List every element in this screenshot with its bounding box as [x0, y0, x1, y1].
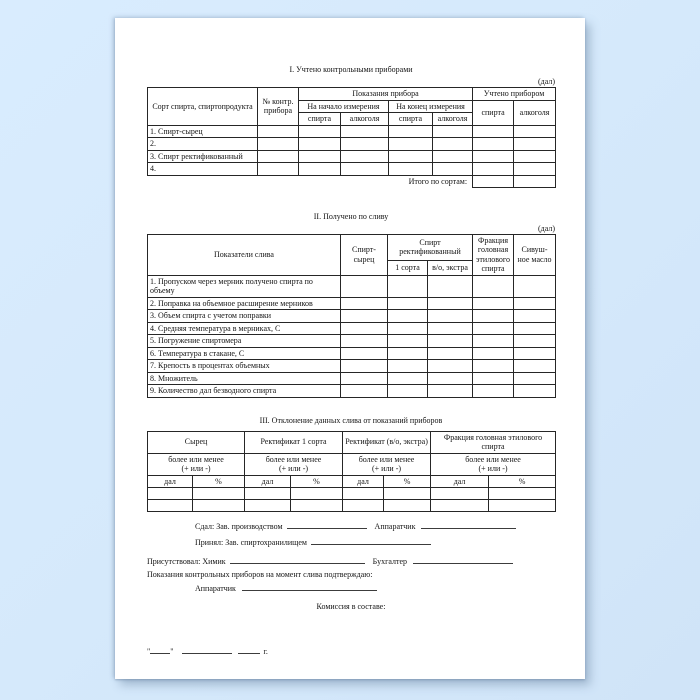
empty-cell [514, 322, 556, 335]
open-quote: " [147, 647, 151, 656]
empty-cell [514, 150, 556, 163]
year-suffix: г. [263, 647, 268, 656]
empty-cell [299, 150, 341, 163]
empty-cell [514, 175, 556, 187]
more-or-less-text: более или менее [265, 454, 322, 464]
row-label: 4. Средняя температура в мерниках, С [148, 322, 341, 335]
plus-minus-text: (+ или -) [478, 464, 508, 473]
empty-cell [428, 385, 473, 398]
column-header-alcohol: алкоголя [433, 113, 473, 126]
date-line [147, 645, 555, 657]
column-header-more-or-less [431, 453, 556, 475]
empty-cell [431, 488, 489, 500]
empty-cell [384, 488, 431, 500]
column-header-rectified: Спирт ректификованный [388, 234, 473, 260]
column-header-device-no: № контр. прибора [258, 88, 299, 126]
signature-blank-line [242, 582, 377, 591]
signature-line-handed-over [195, 520, 555, 532]
empty-cell [473, 322, 514, 335]
empty-cell [388, 322, 428, 335]
empty-cell [433, 125, 473, 138]
signature-blank-line [230, 555, 365, 564]
empty-cell [514, 385, 556, 398]
empty-cell [258, 150, 299, 163]
table-row [148, 322, 556, 335]
total-row [148, 175, 556, 187]
column-header-percent: % [489, 475, 556, 488]
row-label: 1. Пропуском через мерник получено спирта по объему [148, 275, 341, 297]
column-header-spirit: спирта [473, 100, 514, 125]
empty-cell [258, 138, 299, 151]
column-header-more-or-less [148, 453, 245, 475]
close-quote: " [170, 647, 174, 656]
table-deviation [147, 431, 556, 513]
empty-cell [341, 335, 388, 348]
column-header-sort: Сорт спирта, спиртопродукта [148, 88, 258, 126]
table-row [148, 125, 556, 138]
empty-cell [341, 322, 388, 335]
empty-cell [473, 138, 514, 151]
plus-minus-text: (+ или -) [181, 464, 211, 473]
section1-title: I. Учтено контрольными приборами [289, 65, 413, 74]
column-header-more-or-less [245, 453, 343, 475]
column-header-head-fraction: Фракция головная этилового спирта [431, 431, 556, 453]
empty-cell [389, 150, 433, 163]
plus-minus-text: (+ или -) [278, 464, 309, 473]
signature-line-received [195, 536, 555, 548]
empty-cell [193, 500, 245, 512]
date-year-blank [238, 645, 260, 654]
column-header-head-fraction: Фракция головная этилового спирта [473, 234, 514, 275]
table-row [148, 310, 556, 323]
empty-cell [473, 372, 514, 385]
column-header-percent: % [384, 475, 431, 488]
empty-cell [291, 500, 343, 512]
table-row [148, 150, 556, 163]
empty-cell [341, 163, 389, 176]
table-row [148, 297, 556, 310]
date-month-blank [182, 645, 232, 654]
empty-cell [514, 297, 556, 310]
column-header-spirit: спирта [299, 113, 341, 126]
empty-cell [514, 310, 556, 323]
empty-cell [299, 125, 341, 138]
empty-cell [148, 488, 193, 500]
column-header-rectified-grade1: Ректификат 1 сорта [245, 431, 343, 453]
row-label: 5. Погружение спиртомера [148, 335, 341, 348]
column-header-end: На конец измерения [389, 100, 473, 113]
empty-cell [388, 335, 428, 348]
column-header-dal: дал [245, 475, 291, 488]
signature-blank-line [287, 520, 367, 529]
column-header-accounted: Учтено прибором [473, 88, 556, 101]
empty-cell [489, 488, 556, 500]
handed-over-label: Сдал: Зав. производством [195, 522, 283, 531]
confirmation-statement [147, 570, 555, 580]
header-row [148, 234, 556, 260]
empty-cell [433, 138, 473, 151]
more-or-less-text: более или менее [465, 454, 521, 464]
empty-cell [245, 500, 291, 512]
empty-cell [384, 500, 431, 512]
empty-cell [341, 297, 388, 310]
empty-cell [193, 488, 245, 500]
column-header-alcohol: алкоголя [341, 113, 389, 126]
column-header-begin: На начало измерения [299, 100, 389, 113]
table-row [148, 488, 556, 500]
table-row [148, 500, 556, 512]
empty-cell [341, 275, 388, 297]
column-header-percent: % [291, 475, 343, 488]
empty-cell [148, 500, 193, 512]
commission-text: Комиссия в составе: [316, 602, 386, 611]
confirmation-text: Показания контрольных приборов на момент слива подтверждаю: [147, 570, 373, 579]
header-row [148, 453, 556, 475]
signature-line-present [147, 555, 555, 567]
commission-heading [147, 602, 555, 612]
column-header-spirit: спирта [389, 113, 433, 126]
column-header-percent: % [193, 475, 245, 488]
column-header-rectified-premium: Ректификат (в/о, экстра) [343, 431, 431, 453]
table-row [148, 138, 556, 151]
table-row [148, 335, 556, 348]
empty-cell [428, 372, 473, 385]
column-header-dal: дал [343, 475, 384, 488]
empty-cell [428, 347, 473, 360]
section3-title: III. Отклонение данных слива от показаний приборов [259, 415, 443, 425]
empty-cell [431, 500, 489, 512]
empty-cell [343, 488, 384, 500]
empty-cell [428, 360, 473, 373]
column-header-indicators: Показатели слива [148, 234, 341, 275]
column-header-dal: дал [148, 475, 193, 488]
present-label: Присутствовал: Химик [147, 557, 226, 566]
empty-cell [389, 138, 433, 151]
table-row [148, 347, 556, 360]
empty-cell [299, 163, 341, 176]
empty-cell [389, 125, 433, 138]
empty-cell [341, 372, 388, 385]
empty-cell [473, 385, 514, 398]
more-or-less-text: более или менее [168, 454, 224, 464]
total-label: Итого по сортам: [408, 176, 468, 186]
column-header-grade1: 1 сорта [388, 260, 428, 275]
document-page [115, 18, 585, 679]
empty-cell [514, 335, 556, 348]
empty-cell [428, 322, 473, 335]
empty-cell [473, 360, 514, 373]
empty-cell [428, 275, 473, 297]
row-label: 2. Поправка на объемное расширение мерников [148, 297, 341, 310]
signature-blank-line [421, 520, 516, 529]
operator-label: Аппаратчик [374, 522, 416, 531]
table-row [148, 163, 556, 176]
empty-cell [473, 310, 514, 323]
empty-cell [473, 297, 514, 310]
column-header-more-or-less [343, 453, 431, 475]
row-label: 3. Объем спирта с учетом поправки [148, 310, 341, 323]
empty-cell [258, 125, 299, 138]
empty-cell [388, 347, 428, 360]
column-header-raw: Сырец [148, 431, 245, 453]
empty-cell [245, 488, 291, 500]
section2-unit-label: (дал) [537, 223, 555, 233]
empty-cell [473, 275, 514, 297]
empty-cell [428, 335, 473, 348]
table-row [148, 360, 556, 373]
empty-cell [514, 138, 556, 151]
signature-line-operator [195, 582, 555, 594]
empty-cell [341, 125, 389, 138]
signature-blank-line [311, 536, 431, 545]
row-label: 7. Крепость в процентах объемных [148, 360, 341, 373]
header-row [148, 431, 556, 453]
empty-cell [473, 347, 514, 360]
row-label: 2. [148, 138, 258, 151]
empty-cell [291, 488, 343, 500]
empty-cell [514, 372, 556, 385]
table-row [148, 275, 556, 297]
empty-cell [489, 500, 556, 512]
empty-cell [341, 360, 388, 373]
column-header-dal: дал [431, 475, 489, 488]
empty-cell [341, 310, 388, 323]
row-label: 8. Множитель [148, 372, 341, 385]
empty-cell [514, 360, 556, 373]
empty-cell [389, 163, 433, 176]
table-row [148, 372, 556, 385]
empty-cell [473, 125, 514, 138]
empty-cell [514, 125, 556, 138]
empty-cell [388, 297, 428, 310]
empty-cell [258, 163, 299, 176]
empty-cell [341, 138, 389, 151]
empty-cell [514, 275, 556, 297]
more-or-less-text: более или менее [358, 454, 415, 464]
column-header-alcohol: алкоголя [514, 100, 556, 125]
row-label: 9. Количество дал безводного спирта [148, 385, 341, 398]
table-received-by-drain [147, 234, 556, 398]
accountant-label: Бухгалтер [372, 557, 408, 566]
empty-cell [473, 163, 514, 176]
empty-cell [341, 347, 388, 360]
table-accounted-by-devices [147, 87, 556, 188]
empty-cell [341, 385, 388, 398]
row-label: 4. [148, 163, 258, 176]
date-day-blank [150, 645, 170, 654]
header-row [148, 88, 556, 101]
column-header-premium: в/о, экстра [428, 260, 473, 275]
empty-cell [473, 335, 514, 348]
empty-cell [388, 372, 428, 385]
empty-cell [343, 500, 384, 512]
empty-cell [514, 163, 556, 176]
empty-cell [428, 310, 473, 323]
empty-cell [299, 138, 341, 151]
column-header-readings: Показания прибора [299, 88, 473, 101]
signature-blank-line [413, 555, 513, 564]
empty-cell [341, 150, 389, 163]
empty-cell [473, 175, 514, 187]
row-label: 6. Температура в стакане, С [148, 347, 341, 360]
column-header-fusel-oil: Сивуш-ное масло [514, 234, 556, 275]
plus-minus-text: (+ или -) [371, 464, 402, 473]
section1-unit-label: (дал) [537, 77, 555, 86]
column-header-raw-spirit: Спирт-сырец [341, 234, 388, 275]
received-label: Принял: Зав. спиртохранилищем [195, 538, 307, 547]
operator-label: Аппаратчик [195, 584, 236, 593]
section2-title: II. Получено по сливу [313, 211, 389, 221]
empty-cell [388, 275, 428, 297]
empty-cell [433, 163, 473, 176]
empty-cell [388, 385, 428, 398]
empty-cell [428, 297, 473, 310]
empty-cell [388, 360, 428, 373]
table-row [148, 385, 556, 398]
empty-cell [433, 150, 473, 163]
empty-cell [388, 310, 428, 323]
header-row [148, 475, 556, 488]
empty-cell [514, 347, 556, 360]
row-label: 3. Спирт ректификованный [148, 150, 258, 163]
empty-cell [473, 150, 514, 163]
row-label: 1. Спирт-сырец [148, 125, 258, 138]
